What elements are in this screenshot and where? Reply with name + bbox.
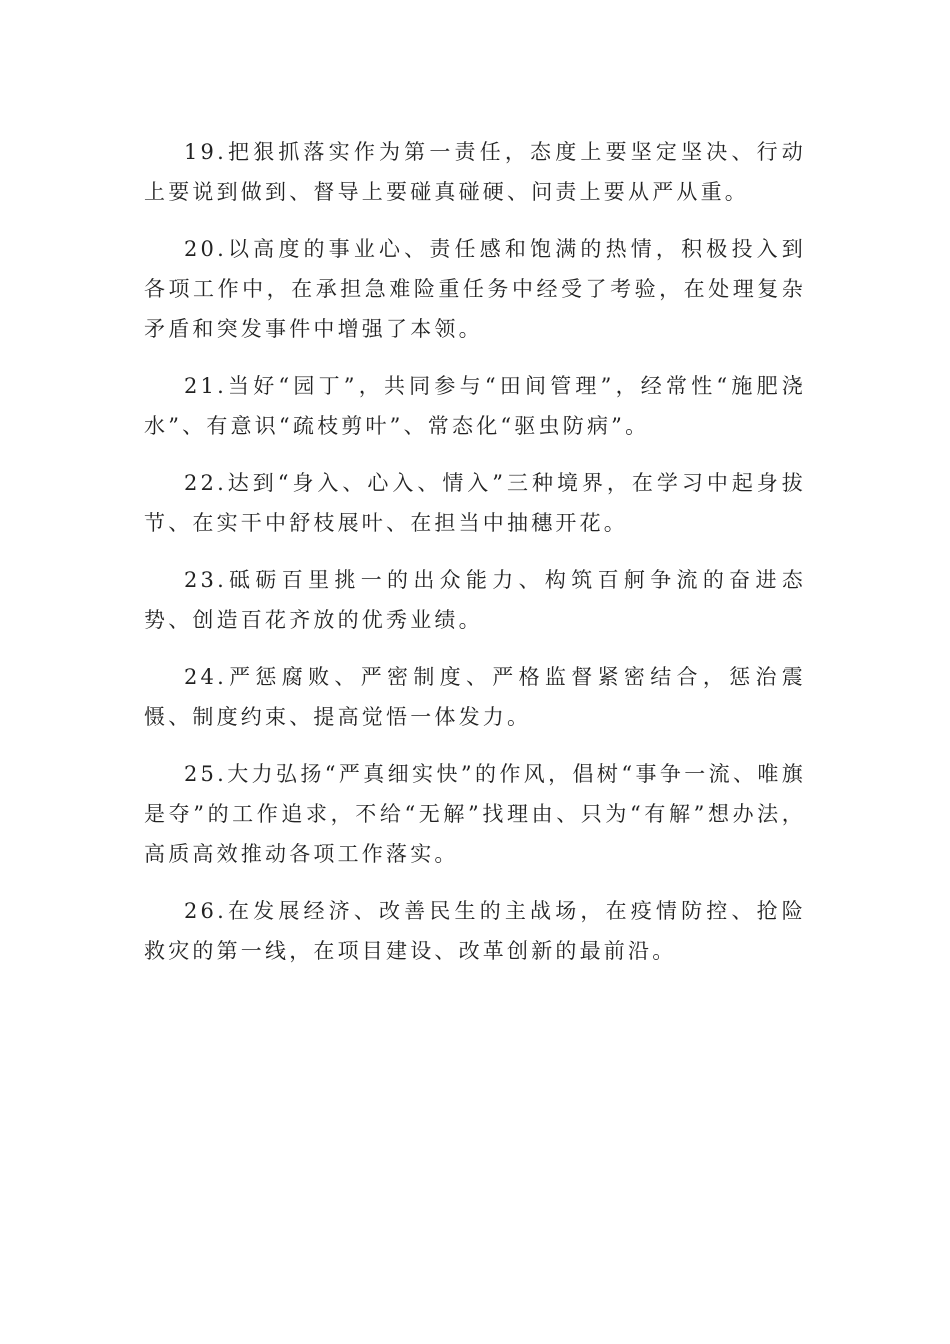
- document-body: [144, 132, 806, 988]
- paragraph-21: 21.当好“园丁”，共同参与“田间管理”，经常性“施肥浇水”、有意识“疏枝剪叶”、常态化“驱虫防病”。: [144, 374, 806, 438]
- paragraph-19: 19.把狠抓落实作为第一责任，态度上要坚定坚决、行动上要说到做到、督导上要碰真碰硬、问责上要从严从重。: [144, 140, 806, 204]
- paragraph-22: 22.达到“身入、心入、情入”三种境界，在学习中起身拔节、在实干中舒枝展叶、在担当中抽穗开花。: [144, 471, 806, 535]
- paragraph-23: 23.砥砺百里挑一的出众能力、构筑百舸争流的奋进态势、创造百花齐放的优秀业绩。: [144, 568, 806, 632]
- paragraph-24: 24.严惩腐败、严密制度、严格监督紧密结合，惩治震慑、制度约束、提高觉悟一体发力。: [144, 665, 806, 729]
- paragraph-25: 25.大力弘扬“严真细实快”的作风，倡树“事争一流、唯旗是夺”的工作追求，不给“无解”找理由、只为“有解”想办法，高质高效推动各项工作落实。: [144, 762, 806, 866]
- paragraph-20: 20.以高度的事业心、责任感和饱满的热情，积极投入到各项工作中，在承担急难险重任务中经受了考验，在处理复杂矛盾和突发事件中增强了本领。: [144, 237, 806, 341]
- paragraph-26: 26.在发展经济、改善民生的主战场，在疫情防控、抢险救灾的第一线，在项目建设、改革创新的最前沿。: [144, 899, 806, 963]
